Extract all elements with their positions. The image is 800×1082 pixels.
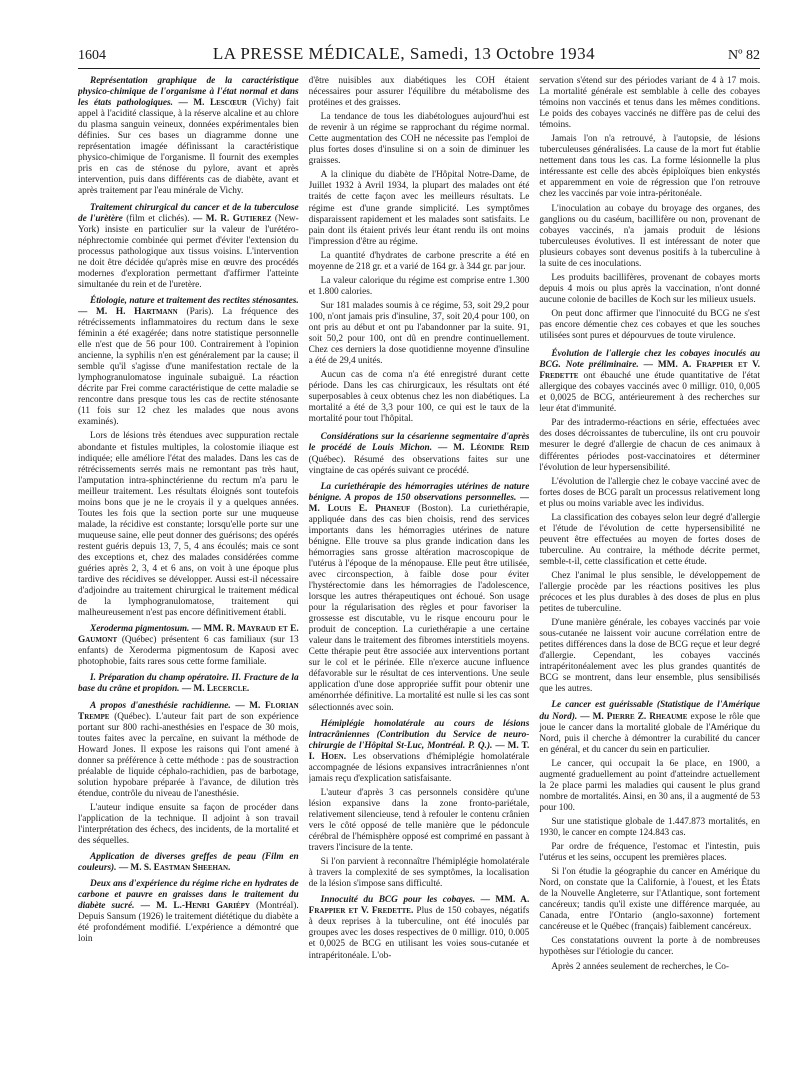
article-body: ont ébauché une étude quantitative de l'état allergique des cobayes vaccinés avec 0 milligr. 010, 0,005 et 0,0025 de BCG, antérieurement à des recherches sur leur état d'immunité.	[539, 371, 761, 415]
article-title: Considérations sur la césarienne segmentaire d'après le procédé de Louis Michon.	[308, 432, 530, 454]
article-subtitle: (film et clichés).	[126, 213, 190, 224]
article-author: — M. L.-Henri Gariépy	[140, 901, 250, 912]
article-paragraph: Les produits bacillifères, provenant de cobayes morts depuis 4 mois ou plus après la vaccination, n'ont donné aucune colonie de bacilles de Koch sur les milieux usuels.	[539, 272, 761, 305]
article-author: — M. Pierre Z. Rheaume	[580, 711, 688, 722]
article-paragraph: servation s'étend sur des périodes variant de 4 à 17 mois. La mortalité générale est semblable à celle des cobayes témoins non vaccinés et tenus dans les mêmes conditions. Le poids des cobayes vaccinés ne diffère pas de celui des témoins.	[539, 76, 761, 131]
article-paragraph: Par des intradermo-réactions en série, effectuées avec des doses décroissantes de tuberculine, ils ont cru pouvoir mesurer le degré d'allergie de chacun de ces animaux à différentes périodes post-vaccinatoires et déterminer l'évolution de leur hypersensibilité.	[539, 418, 761, 473]
article-paragraph: L'auteur indique ensuite sa façon de procéder dans l'application de la technique. Il adjoint à son travail l'interprétation des échecs, des incidents, de la mortalité et des séquelles.	[78, 802, 299, 847]
issue-number: Nº 82	[728, 48, 760, 63]
page-number: 1604	[78, 48, 106, 63]
article-title: Deux ans d'expérience du régime riche en hydrates de carbone et pauvre en graisses dans le traitement du diabète sucré.	[78, 879, 299, 912]
article-cesarienne	[309, 432, 530, 476]
article-innocuite-bcg	[309, 895, 530, 961]
article-diabete	[78, 879, 299, 945]
article-author: — M. Lescœur	[178, 98, 247, 109]
article-author: — M. Lecercle.	[181, 684, 250, 695]
article-title: Évolution de l'allergie chez les cobayes inoculés au BCG. Note préliminaire.	[539, 349, 761, 371]
article-curietherapie	[309, 482, 530, 714]
article-author: — M. Léonide Reid	[438, 443, 530, 454]
article-author: — MM. A. Frappier et V. Fredette.	[308, 895, 530, 917]
article-title: Hémiplégie homolatérale au cours de lésions intracrâniennes (Contribution du Service de neuro-chirurgie de l'Hôpital St-Luc, Montréal. P. Q.).	[308, 718, 530, 751]
article-body: expose le rôle que joue le cancer dans la mortalité globale de l'Amérique du Nord, puis il cherche à démontrer la curabilité du cancer en général, et du cancer du sein en particulier.	[539, 711, 761, 755]
journal-title-date: LA PRESSE MÉDICALE, Samedi, 13 Octobre 1934	[212, 44, 596, 63]
article-title: Innocuité du BCG pour les cobayes.	[320, 895, 476, 906]
article-author: — M. R. Gutierez	[193, 213, 272, 224]
column-1	[78, 76, 299, 1062]
journal-title: LA PRESSE MÉDICALE	[212, 44, 401, 63]
article-paragraph: A la clinique du diabète de l'Hôpital Notre-Dame, de Juillet 1932 à Avril 1934, la plupart des malades ont été traités de cette façon avec les meilleurs résultats. Le régime est d'une grande simplicité. Les symptômes disparaissent rapidement et les malades sont satisfaits. Le pain dont ils étaient privés leur étant rendu ils ont moins l'impression d'être au régime.	[308, 170, 530, 247]
article-title: I. Préparation du champ opératoire. II. Fracture de la base du crâne et propidon.	[78, 673, 299, 695]
article-paragraph: Si l'on étudie la géographie du cancer en Amérique du Nord, on constate que la Californie, à l'ouest, et les États de la Nouvelle Angleterre, sur l'Atlantique, sont fortement cancéreux; tandis qu'il existe une différence marquée, au Canada, entre l'Ontario (anglo-saxonne) fortement cancéreuse et le Québec (français) faiblement cancéreux.	[539, 867, 761, 933]
column-3	[539, 76, 760, 1062]
article-paragraph: D'une manière générale, les cobayes vaccinés par voie sous-cutanée ne laissent voir aucune corrélation entre de petites différences dans la dose de BCG reçue et leur degré d'allergie. Cependant, les cobayes vaccinés intrapéritonéalement avec les plus grandes quantités de BCG se montrent, dans leur ensemble, plus sensibilisés que les autres.	[539, 618, 761, 695]
page-header	[78, 38, 760, 69]
article-paragraph: d'être nuisibles aux diabétiques les COH étaient nécessaires pour assurer l'équilibre du métabolisme des protéines et des graisses.	[308, 76, 530, 109]
article-paragraph: La tendance de tous les diabétologues aujourd'hui est de revenir à un régime se rapprochant du régime normal. Cette augmentation des COH ne nécessite pas l'emploi de plus fortes doses d'insuline si on a soin de diminuer les graisses.	[308, 112, 530, 167]
article-title: Application de diverses greffes de peau (Film en couleurs).	[78, 852, 299, 874]
column-2	[309, 76, 530, 1062]
issue-date: Samedi, 13 Octobre 1934	[409, 44, 596, 63]
article-body: (Boston). La curiethérapie, appliquée dans des cas bien choisis, rend des services importants dans les hémorragies utérines de nature bénigne. Elle trouve sa plus grande indication dans les hémorragies sans grosse altération macroscopique de l'utérus à l'époque de la ménopause. Elle peut être utilisée, avec circonspection, à faible dose pour éviter l'hystérectomie dans les hémorragies de l'adolescence, lorsque les autres thérapeutiques ont échoué. Son usage pour la régularisation des règles et pour favoriser la grossesse est discutable, vu le risque encouru pour le produit de conception. La curiethérapie a une certaine valeur dans le traitement des fibromes interstitiels moyens. Cette thérapie peut être associée aux interventions portant sur le col et le périnée. Elle n'exerce aucune influence défavorable sur le résultat de ces interventions. Une seule application d'une dose appropriée suffit pour obtenir une aménorrhée définitive. La mortalité est nulle si les cas sont sélectionnés avec soin.	[308, 503, 530, 713]
article-body: Plus de 150 cobayes, négatifs à deux reprises à la tuberculine, ont été inoculés par groupes avec les doses respectives de 0 milligr. 010, 0.005 et 0,0025 de BCG en utilisant les voies sous-cutanée et intrapéritonéale. L'ob-	[308, 906, 530, 961]
article-body: (Québec). L'auteur fait part de son expérience portant sur 800 rachi-anesthésies en l'espace de 30 mois, toutes faites avec la percaïne, en suivant la méthode de Howard Jones. Il expose les raisons qui l'ont amené à donner sa préférence à cette méthode : pas de soustraction préalable de liquide céphalo-rachidien, pas de barbotage, solution hypobare préparée à l'avance, de dilution très étendue, contrôle du niveau de l'anesthésie.	[78, 711, 299, 799]
article-author: — M. Florian Trempe	[78, 700, 299, 722]
article-paragraph: Après 2 années seulement de recherches, le Co-	[551, 961, 729, 972]
article-title: Représentation graphique de la caractéristique physico-chimique de l'organisme à l'état normal et dans les états pathologiques.	[78, 76, 299, 109]
article-paragraph: Le cancer, qui occupait la 6e place, en 1900, a augmenté graduellement au point d'atteindre actuellement la 2e place parmi les maladies qui causent le plus grand nombre de mortalités. Ainsi, en 30 ans, il a augmenté de 53 pour 100.	[539, 758, 761, 813]
article-paragraph: Ces constatations ouvrent la porte à de nombreuses hypothèses sur l'étiologie du cancer.	[539, 936, 761, 958]
article-title: Traitement chirurgical du cancer et de la tuberculose de l'urètère	[78, 202, 299, 224]
article-author: — MM. A. Frappier et V. Fredette	[539, 360, 761, 382]
article-title: Étiologie, nature et traitement des rectites sténosantes.	[90, 295, 299, 306]
article-body: (Québec). Résumé des observations faites sur une vingtaine de cas opérés suivant ce procédé.	[308, 454, 530, 476]
article-body: (Montréal). Depuis Sansum (1926) le traitement diététique du diabète a été profondément modifié. L'expérience a démontré que loin	[78, 901, 299, 945]
article-paragraph: La classification des cobayes selon leur degré d'allergie et l'étude de l'évolution de cette hypersensibilité ne peuvent être effectuées au moyen de fortes doses de tuberculine. Au contraire, la méthode décrite permet, semble-t-il, cette classification et cette étude.	[539, 512, 761, 567]
article-paragraph: L'inoculation au cobaye du broyage des organes, des ganglions ou du caséum, bacillifère ou non, provenant de cobayes vaccinés, n'a jamais produit de lésions tuberculeuses évolutives. Il est intéressant de noter que plusieurs cobayes sont devenus positifs à la tuberculine à la suite de ces inoculations.	[539, 203, 761, 269]
article-xeroderma	[78, 624, 299, 668]
article-body: (Paris). La fréquence des rétrécissements inflammatoires du rectum dans le sexe féminin a été exagérée; dans notre statistique personnelle elle n'est que de 56 pour 100. Contrairement à l'opinion ancienne, la syphilis n'en est généralement par la cause; il semble qu'il s'agisse d'une manifestation rectale de la lymphogranulomatose inguinale subaiguë. La réaction décrite par Frei comme caractéristique de cette maladie se rencontre dans presque tous les cas de rectite sténosante (11 fois sur 12 chez les malades que nous avons examinés).	[78, 306, 299, 428]
article-body: (Vichy) fait appel à l'acidité classique, à la réserve alcaline et au chlore du plasma sanguin veineux, données expérimentales bien définies. Sur ces bases un diagramme donne une représentation imagée définissant la caractéristique physico-chimique de l'organisme. Il fournit des exemples pris en cas de sténose du pylore, avant et après intervention, puis dans différents cas de diabète, avant et après traitement par l'eau minérale de Vichy.	[78, 98, 299, 197]
article-hemiplegie	[309, 719, 530, 891]
article-cancer	[539, 700, 760, 972]
article-title: A propos d'anesthésie rachidienne.	[90, 700, 231, 711]
article-paragraph: On peut donc affirmer que l'innocuité du BCG ne s'est pas encore démentie chez ces cobayes et que les souches utilisées sont pures et dépourvues de toute virulence.	[539, 308, 761, 342]
article-columns	[78, 76, 760, 1062]
article-rectites	[78, 296, 299, 619]
article-title: La curiethérapie des hémorragies utérines de nature bénigne. A propos de 150 observations personnelles.	[308, 481, 530, 503]
article-author: — M. S. Eastman Sheehan.	[118, 863, 231, 874]
article-title: Le cancer est guérissable (Statistique de l'Amérique du Nord).	[539, 700, 761, 722]
article-champ-operatoire	[78, 673, 299, 695]
article-uretere	[78, 203, 299, 291]
article-paragraph: Lors de lésions très étendues avec suppuration rectale abondante et fistules multiples, la colostomie iliaque est indiquée; elle améliore l'état des malades. Dans les cas de rétrécissements serrés mais ne remontant pas très haut, l'amputation intra-sphinctérienne du rectum m'a paru le meilleur traitement. Les résultats éloignés sont toutefois moins bons que je ne le croyais il y a quelques années. Toutes les fois que la section porte sur une muqueuse malade, la récidive est constante; lorsqu'elle porte sur une muqueuse saine, elle peut donner des guérisons; des opérés restent guéris depuis 13, 7, 5, 4 ans écoulés; mais ce sont des exceptions et, chez des malades considérées comme guéries après 2, 3, 4 et 6 ans, on voit à une époque plus tardive des récidives se développer. Aussi est-il nécessaire d'adjoindre au traitement chirurgical le traitement médical de la lymphogranulomatose, traitement qui malheureusement n'est pas encore définitivement établi.	[78, 431, 299, 619]
article-caracteristique	[78, 76, 299, 198]
article-author: — M. T. I. Hoen.	[308, 740, 530, 762]
article-paragraph: Si l'on parvient à reconnaître l'hémiplégie homolatérale à travers la complexité de ses symptômes, la localisation de la lésion s'impose sans difficulté.	[308, 857, 530, 890]
article-paragraph: Sur une statistique globale de 1.447.873 mortalités, en 1930, le cancer en compte 124.843 cas.	[539, 816, 761, 838]
article-author: — M. H. Hartmann	[78, 306, 178, 317]
article-body: (New-York) insiste en particulier sur la valeur de l'urétéro-néphrectomie combinée qui permet d'éviter l'extension du processus pathologique aux tissus voisins. L'intervention ne doit être décidée qu'après mise en œuvre des procédés modernes d'exploration permettant d'affirmer l'atteinte simultanée du rein et de l'uretère.	[78, 213, 299, 290]
article-paragraph: L'évolution de l'allergie chez le cobaye vacciné avec de fortes doses de BCG paraît un processus relativement long et plus ou moins variable avec les individus.	[539, 476, 761, 509]
article-anesthesie	[78, 701, 299, 848]
article-paragraph: La quantité d'hydrates de carbone prescrite a été en moyenne de 218 gr. et a varié de 164 gr. à 344 gr. par jour.	[308, 250, 530, 272]
article-body: Les observations d'hémiplégie homolatérale accompagnée de lésions expansives intracrâniennes n'ont jamais reçu d'explication satisfaisante.	[308, 751, 530, 784]
article-paragraph: Sur 181 malades soumis à ce régime, 53, soit 29,2 pour 100, n'ont jamais pris d'insuline, 37, soit 20,4 pour 100, on ont pris au début et ont pu l'abandonner par la suite. 91, soit 50,2 pour 100, ont dû en prendre continuellement. Chez ces derniers la dose quotidienne moyenne d'insuline a été de 29,4 unités.	[308, 300, 530, 367]
article-paragraph: Chez l'animal le plus sensible, le développement de l'allergie procède par les réactions positives les plus précoces et les plus durables à des doses de plus en plus petites de tuberculine.	[539, 570, 761, 615]
article-paragraph: La valeur calorique du régime est comprise entre 1.300 et 1.800 calories.	[308, 275, 530, 297]
article-allergie	[539, 349, 760, 695]
article-body: (Québec) présentent 6 cas familiaux (sur 13 enfants) de Xeroderma pigmentosum de Kaposi avec photophobie, faits rares sous cette forme familiale.	[78, 635, 299, 668]
article-author: — M. Louis E. Phaneuf	[308, 492, 530, 514]
article-greffes	[78, 852, 299, 874]
article-author: — MM. R. Mayraud et E. Gaumont	[78, 624, 299, 646]
article-title: Xeroderma pigmentosum.	[90, 624, 190, 635]
article-paragraph: Par ordre de fréquence, l'estomac et l'intestin, puis l'utérus et les seins, occupent les premières places.	[539, 842, 761, 864]
article-paragraph: L'auteur d'après 3 cas personnels considère qu'une lésion expansive dans la zone fronto-pariétale, relativement silencieuse, tend à refouler le contenu crânien vers le côté opposé de telle manière que le pédoncule cérébral de l'hémisphère opposé est comprimé en passant à travers l'incisure de la tente.	[308, 787, 530, 854]
article-paragraph: Jamais l'on n'a retrouvé, à l'autopsie, de lésions tuberculeuses généralisées. La cause de la mort fut établie nettement dans tous les cas. La forme lésionnelle la plus intéressante est celle des abcès épiploïques bien enkystés et apparemment en voie de régression que l'on retrouve chez les vaccinés par voie intra-péritonéale.	[539, 134, 761, 200]
article-paragraph: Aucun cas de coma n'a été enregistré durant cette période. Dans les cas chirurgicaux, les résultats ont été superposables à ceux obtenus chez les non diabétiques. La mortalité a été de 3,3 pour 100, ce qui est le taux de la mortalité pour tout l'hôpital.	[308, 370, 530, 425]
